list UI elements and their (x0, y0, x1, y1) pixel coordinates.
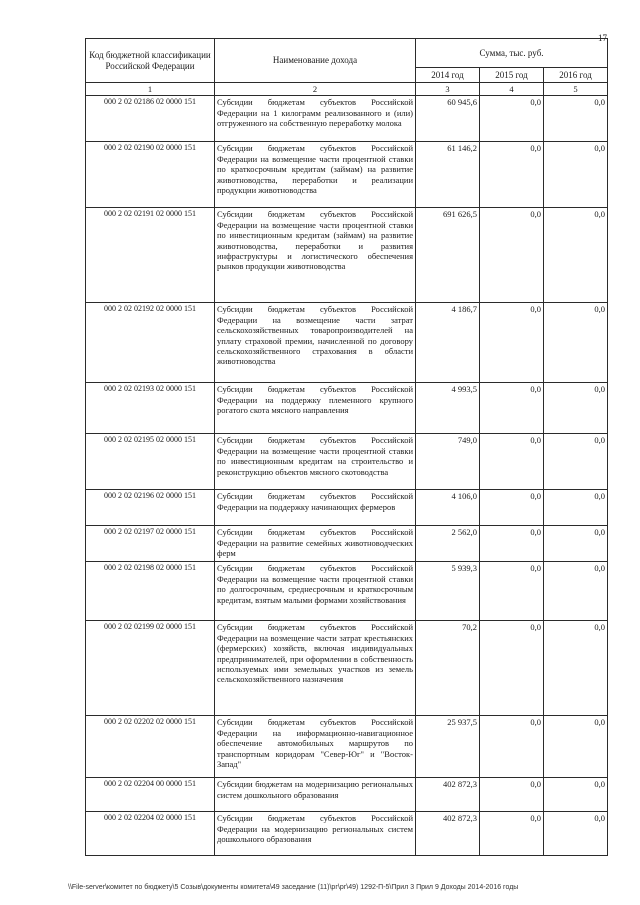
row-code: 000 2 02 02186 02 0000 151 (86, 96, 215, 142)
table-row (86, 383, 608, 434)
amount-2016: 0,0 (544, 490, 608, 526)
amount-2014: 60 945,6 (416, 96, 480, 142)
row-code: 000 2 02 02204 00 0000 151 (86, 778, 215, 812)
row-code: 000 2 02 02199 02 0000 151 (86, 621, 215, 716)
row-code: 000 2 02 02196 02 0000 151 (86, 490, 215, 526)
amount-2015: 0,0 (480, 621, 544, 716)
row-code: 000 2 02 02198 02 0000 151 (86, 562, 215, 621)
amount-2016: 0,0 (544, 778, 608, 812)
row-name: Субсидии бюджетам субъектов Российской Федерации на информационно-навигационное обеспечение автомобильных маршрутов по транспортным коридорам "Север-Юг" и "Восток-Запад" (215, 716, 416, 778)
column-number: 1 (86, 83, 215, 96)
column-number-row (86, 83, 608, 96)
column-number: 5 (544, 83, 608, 96)
table-row (86, 716, 608, 778)
header-year-2016: 2016 год (544, 68, 608, 83)
amount-2016: 0,0 (544, 142, 608, 208)
amount-2014: 25 937,5 (416, 716, 480, 778)
amount-2015: 0,0 (480, 490, 544, 526)
amount-2014: 749,0 (416, 434, 480, 490)
table-row (86, 96, 608, 142)
amount-2015: 0,0 (480, 526, 544, 562)
amount-2015: 0,0 (480, 303, 544, 383)
row-name: Субсидии бюджетам на модернизацию региональных систем дошкольного образования (215, 778, 416, 812)
amount-2016: 0,0 (544, 526, 608, 562)
column-number: 3 (416, 83, 480, 96)
amount-2014: 4 106,0 (416, 490, 480, 526)
row-code: 000 2 02 02195 02 0000 151 (86, 434, 215, 490)
row-name: Субсидии бюджетам субъектов Российской Федерации на возмещение части процентной ставки по краткосрочным кредитам (займам) на развитие животноводства, переработки и реализации продукции животноводства (215, 142, 416, 208)
amount-2016: 0,0 (544, 208, 608, 303)
header-amount: Сумма, тыс. руб. (416, 39, 608, 68)
row-name: Субсидии бюджетам субъектов Российской Федерации на поддержку племенного крупного рогатого скота мясного направления (215, 383, 416, 434)
row-name: Субсидии бюджетам субъектов Российской Федерации на развитие семейных животноводческих ферм (215, 526, 416, 562)
amount-2015: 0,0 (480, 778, 544, 812)
income-table (85, 38, 608, 856)
amount-2014: 402 872,3 (416, 778, 480, 812)
page-number: 17 (598, 33, 607, 43)
row-code: 000 2 02 02197 02 0000 151 (86, 526, 215, 562)
row-code: 000 2 02 02202 02 0000 151 (86, 716, 215, 778)
table-row (86, 142, 608, 208)
row-name: Субсидии бюджетам субъектов Российской Федерации на возмещение части процентной ставки по инвестиционным кредитам на строительство и реконструкцию объектов мясного скотоводства (215, 434, 416, 490)
amount-2016: 0,0 (544, 96, 608, 142)
amount-2014: 61 146,2 (416, 142, 480, 208)
amount-2014: 402 872,3 (416, 812, 480, 856)
header-year-2014: 2014 год (416, 68, 480, 83)
row-name: Субсидии бюджетам субъектов Российской Федерации на возмещение части процентной ставки по долгосрочным, среднесрочным и краткосрочным кредитам, взятым малыми формами хозяйствования (215, 562, 416, 621)
table-row (86, 208, 608, 303)
row-code: 000 2 02 02193 02 0000 151 (86, 383, 215, 434)
row-name: Субсидии бюджетам субъектов Российской Федерации на возмещение части процентной ставки по инвестиционным кредитам (займам) на развитие животноводства, переработки и развития инфраструктуры и логистического обеспечения рынков продукции животноводства (215, 208, 416, 303)
amount-2014: 5 939,3 (416, 562, 480, 621)
row-code: 000 2 02 02192 02 0000 151 (86, 303, 215, 383)
amount-2015: 0,0 (480, 96, 544, 142)
amount-2016: 0,0 (544, 621, 608, 716)
table-row (86, 778, 608, 812)
table-row (86, 434, 608, 490)
amount-2015: 0,0 (480, 812, 544, 856)
amount-2016: 0,0 (544, 303, 608, 383)
column-number: 2 (215, 83, 416, 96)
header-year-2015: 2015 год (480, 68, 544, 83)
row-code: 000 2 02 02204 02 0000 151 (86, 812, 215, 856)
row-name: Субсидии бюджетам субъектов Российской Федерации на поддержку начинающих фермеров (215, 490, 416, 526)
amount-2015: 0,0 (480, 208, 544, 303)
row-name: Субсидии бюджетам субъектов Российской Федерации на модернизацию региональных систем дошкольного образования (215, 812, 416, 856)
row-name: Субсидии бюджетам субъектов Российской Федерации на 1 килограмм реализованного и (или) отгруженного на собственную переработку молока (215, 96, 416, 142)
amount-2015: 0,0 (480, 434, 544, 490)
table-row (86, 621, 608, 716)
header-code: Код бюджетной классификации Российской Федерации (86, 39, 215, 83)
row-code: 000 2 02 02191 02 0000 151 (86, 208, 215, 303)
amount-2015: 0,0 (480, 562, 544, 621)
amount-2016: 0,0 (544, 812, 608, 856)
footer-file-path: \\File-server\комитет по бюджету\5 Созыв\документы комитета\49 заседание (11)\рг\рг\49) 1292-П-5\Прил 3 Прил 9 Доходы 2014-2016 годы (68, 884, 519, 891)
table-row (86, 490, 608, 526)
amount-2016: 0,0 (544, 716, 608, 778)
amount-2014: 4 186,7 (416, 303, 480, 383)
amount-2016: 0,0 (544, 383, 608, 434)
amount-2015: 0,0 (480, 142, 544, 208)
column-number: 4 (480, 83, 544, 96)
table-row (86, 812, 608, 856)
amount-2016: 0,0 (544, 562, 608, 621)
table-row (86, 303, 608, 383)
row-code: 000 2 02 02190 02 0000 151 (86, 142, 215, 208)
amount-2014: 4 993,5 (416, 383, 480, 434)
amount-2015: 0,0 (480, 716, 544, 778)
row-name: Субсидии бюджетам субъектов Российской Федерации на возмещение части затрат сельскохозяйственных товаропроизводителей на уплату страховой премии, начисленной по договору сельскохозяйственного страхования в области животноводства (215, 303, 416, 383)
amount-2014: 2 562,0 (416, 526, 480, 562)
amount-2014: 70,2 (416, 621, 480, 716)
amount-2016: 0,0 (544, 434, 608, 490)
row-name: Субсидии бюджетам субъектов Российской Федерации на возмещение части затрат крестьянских (фермерских) хозяйств, включая индивидуальных предпринимателей, при оформлении в собственность используемых ими земельных участков из земель сельскохозяйственного назначения (215, 621, 416, 716)
table-row (86, 526, 608, 562)
amount-2014: 691 626,5 (416, 208, 480, 303)
table-row (86, 562, 608, 621)
header-name: Наименование дохода (215, 39, 416, 83)
amount-2015: 0,0 (480, 383, 544, 434)
